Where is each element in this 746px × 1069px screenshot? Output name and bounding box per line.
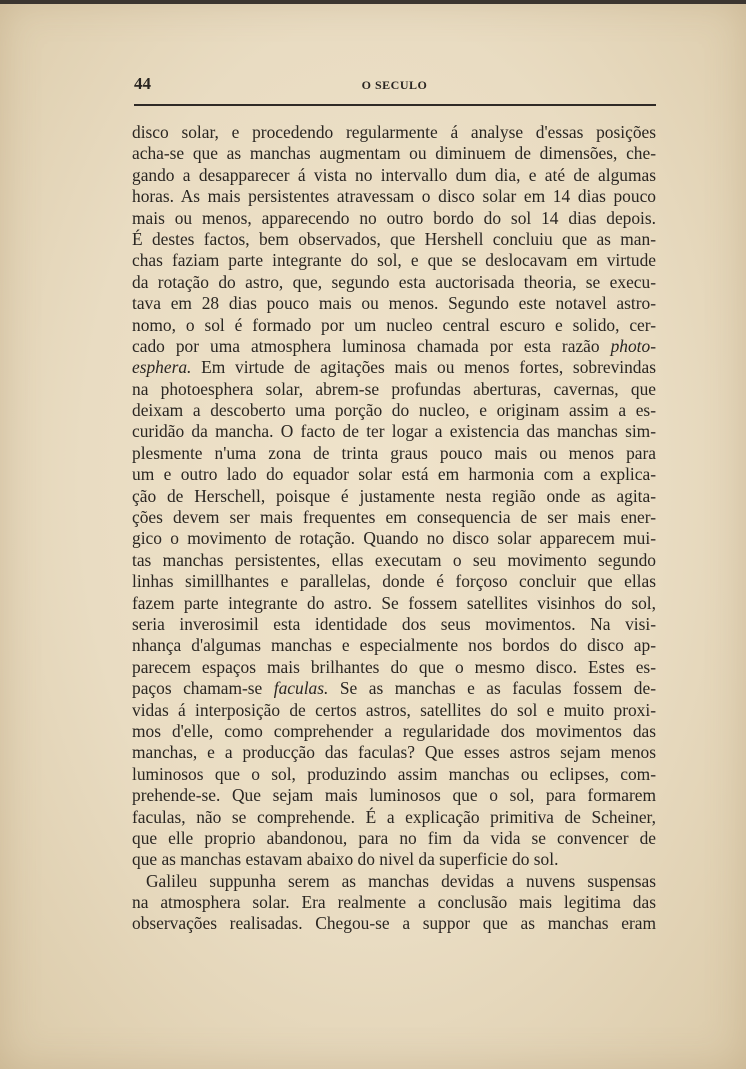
text-line <box>132 507 656 528</box>
line-text: deixam a descoberto uma porção do nucleo, e originam assim a es- <box>132 400 656 421</box>
line-text: parecem espaços mais brilhantes do que o mesmo disco. Estes es- <box>132 656 656 677</box>
body-text <box>132 122 656 935</box>
text-line <box>132 742 656 763</box>
text-line <box>132 849 656 870</box>
line-text: acha-se que as manchas augmentam ou diminuem de dimensões, che- <box>132 143 656 164</box>
line-text: manchas, e a producção das faculas? Que esses astros sejam menos <box>132 742 656 763</box>
text-line <box>132 700 656 721</box>
line-text: nomo, o sol é formado por um nucleo central escuro e solido, cer- <box>132 314 656 335</box>
text-line <box>132 913 656 934</box>
text-line <box>132 571 656 592</box>
text-line <box>132 635 656 656</box>
text-line <box>132 807 656 828</box>
text-line <box>132 357 656 378</box>
text-line <box>132 528 656 549</box>
line-text: Galileu suppunha serem as manchas devidas a nuvens suspensas <box>146 870 656 891</box>
line-text: Em virtude de agitações mais ou menos fortes, sobrevindas <box>191 357 656 378</box>
line-text: ção de Herschell, poisque é justamente nesta região onde as agita- <box>132 485 656 506</box>
line-text: gico o movimento de rotação. Quando no disco solar apparecem mui- <box>132 528 656 549</box>
line-text: faculas, não se comprehende. É a explicação primitiva de Scheiner, <box>132 806 656 827</box>
text-line <box>132 721 656 742</box>
line-text: disco solar, e procedendo regularmente á analyse d'essas posições <box>132 122 656 142</box>
page-number: 44 <box>134 74 151 93</box>
text-line <box>132 443 656 464</box>
text-line <box>132 165 656 186</box>
text-line <box>132 315 656 336</box>
text-line <box>132 186 656 207</box>
text-line <box>132 250 656 271</box>
text-line <box>132 336 656 357</box>
line-text: ções devem ser mais frequentes em consequencia de ser mais ener- <box>132 507 656 528</box>
line-text: observações realisadas. Chegou-se a suppor que as manchas eram <box>132 913 656 934</box>
line-text: que elle proprio abandonou, para no fim da vida se convencer de <box>132 827 656 848</box>
line-text: nhança d'algumas manchas e especialmente nos bordos do disco ap- <box>132 635 656 656</box>
line-text: chas faziam parte integrante do sol, e que se deslocavam em virtude <box>132 250 656 271</box>
header-rule <box>134 104 656 106</box>
line-text: tava em 28 dias pouco mais ou menos. Segundo este notavel astro- <box>132 293 656 314</box>
line-text: Se as manchas e as faculas fossem de- <box>328 678 656 699</box>
text-line <box>132 550 656 571</box>
text-line <box>132 593 656 614</box>
text-line <box>132 229 656 250</box>
italic-term: faculas. <box>262 678 329 699</box>
line-text: fazem parte integrante do astro. Se fossem satellites visinhos do sol, <box>132 592 656 613</box>
text-line <box>132 400 656 421</box>
text-line <box>132 293 656 314</box>
line-text: cado por uma atmosphera luminosa chamada por esta razão <box>132 335 600 356</box>
line-text: mais ou menos, apparecendo no outro bordo do sol 14 dias depois. <box>132 207 656 228</box>
line-text: na photoesphera solar, abrem-se profundas aberturas, cavernas, que <box>132 378 656 399</box>
line-text: linhas simillhantes e parallelas, donde é forçoso concluir que ellas <box>132 571 656 592</box>
text-line <box>132 657 656 678</box>
text-line <box>132 208 656 229</box>
text-line <box>132 486 656 507</box>
text-line <box>132 871 656 892</box>
page-header <box>132 74 657 98</box>
line-text: tas manchas persistentes, ellas executam o seu movimento segundo <box>132 549 656 570</box>
text-line <box>132 892 656 913</box>
line-text: um e outro lado do equador solar está em harmonia com a explica- <box>132 464 656 485</box>
line-text: É destes factos, bem observados, que Hershell concluiu que as man- <box>132 228 656 249</box>
line-text: luminosos que o sol, produzindo assim manchas ou eclipses, com- <box>132 763 656 784</box>
line-text: gando a desapparecer á vista no intervallo dum dia, e até de algumas <box>132 164 656 185</box>
text-line <box>132 785 656 806</box>
line-text: paços chamam-se <box>132 678 263 699</box>
line-text: prehende-se. Que sejam mais luminosos que o sol, para formarem <box>132 785 656 806</box>
text-line <box>132 272 656 293</box>
line-text: da rotação do astro, que, segundo esta auctorisada theoria, se execu- <box>132 271 656 292</box>
line-text: seria inverosimil esta identidade dos seus movimentos. Na visi- <box>132 613 656 634</box>
line-text: na atmosphera solar. Era realmente a conclusão mais legitima das <box>132 892 656 913</box>
line-text: que as manchas estavam abaixo do nivel da superficie do sol. <box>132 849 559 870</box>
text-line <box>132 764 656 785</box>
italic-term: photo- <box>599 335 656 356</box>
text-line <box>132 122 656 143</box>
line-text: plesmente n'uma zona de trinta graus pouco mais ou menos para <box>132 442 656 463</box>
line-text: mos d'elle, como comprehender a regularidade dos movimentos das <box>132 720 656 741</box>
text-line <box>132 421 656 442</box>
text-line <box>132 678 656 699</box>
text-line <box>132 379 656 400</box>
text-line <box>132 143 656 164</box>
line-text: vidas á interposição de certos astros, satellites do sol e muito proxi- <box>132 699 656 720</box>
line-text: curidão da mancha. O facto de ter logar a existencia das manchas sim- <box>132 421 656 442</box>
italic-term: esphera. <box>132 357 192 378</box>
line-text: horas. As mais persistentes atravessam o disco solar em 14 dias pouco <box>132 186 656 207</box>
text-line <box>132 614 656 635</box>
text-line <box>132 464 656 485</box>
page-top-edge <box>0 0 746 4</box>
running-title: O SECULO <box>361 78 428 92</box>
text-line <box>132 828 656 849</box>
